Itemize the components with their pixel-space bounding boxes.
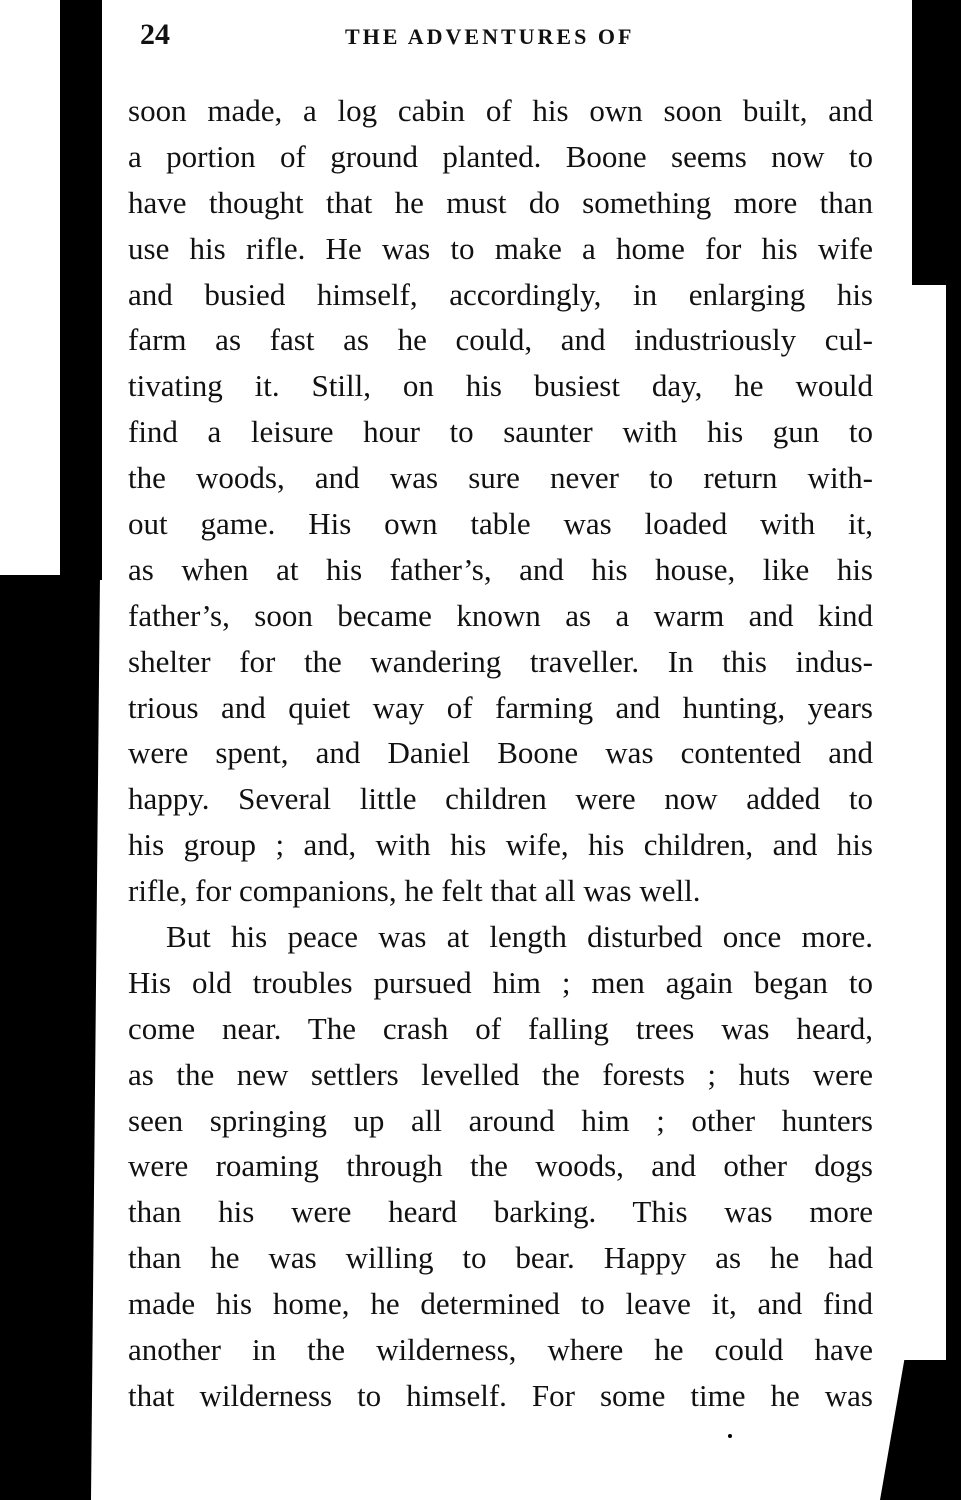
scan-margin-left-lower [0,575,62,1500]
text-line: come near. The crash of falling trees was heard, [128,1010,873,1046]
page-header [140,18,860,58]
text-line: use his rifle. He was to make a home for his wife [128,230,873,266]
scan-margin-left [60,0,102,580]
text-line: happy. Several little children were now added to [128,781,873,817]
text-line: a portion of ground planted. Boone seems now to [128,138,873,174]
text-line: tivating it. Still, on his busiest day, he would [128,368,873,404]
text-line: have thought that he must do something more than [128,184,873,220]
text-line: than he was willing to bear. Happy as he had [128,1240,873,1276]
text-line: that wilderness to himself. For some time he was [128,1377,873,1413]
text-line: farm as fast as he could, and industriously cul- [128,322,873,358]
text-line: the woods, and was sure never to return with- [128,460,873,496]
text-line: made his home, he determined to leave it, and find [128,1286,873,1322]
body-text [128,88,873,1419]
print-speck [728,1434,732,1438]
text-line: his group ; and, with his wife, his children, and his [128,827,873,863]
text-line: trious and quiet way of farming and hunting, years [128,689,873,725]
text-line: find a leisure hour to saunter with his gun to [128,414,873,450]
paragraph [128,914,873,1419]
text-line: rifle, for companions, he felt that all was well. [128,873,701,909]
text-line: as when at his father’s, and his house, like his [128,551,873,587]
text-line: His old troubles pursued him ; men again began to [128,964,873,1000]
text-line: But his peace was at length disturbed once more. [166,919,873,955]
running-head: THE ADVENTURES OF [345,24,635,49]
scan-margin-right [912,0,961,285]
text-line: father’s, soon became known as a warm and kind [128,597,873,633]
paragraph [128,88,873,914]
scan-margin-right-bottom [880,1360,961,1500]
text-line: shelter for the wandering traveller. In this indus- [128,643,873,679]
text-line: as the new settlers levelled the forests ; huts were [128,1056,873,1092]
text-line: seen springing up all around him ; other hunters [128,1102,873,1138]
text-line: than his were heard barking. This was more [128,1194,873,1230]
text-line: were spent, and Daniel Boone was contented and [128,735,873,771]
text-line: out game. His own table was loaded with it, [128,506,873,542]
text-line: were roaming through the woods, and other dogs [128,1148,873,1184]
page-number: 24 [140,18,170,51]
text-line: another in the wilderness, where he could have [128,1332,873,1368]
text-line: and busied himself, accordingly, in enlarging his [128,276,873,312]
text-line: soon made, a log cabin of his own soon built, and [128,93,873,128]
scan-margin-left-lower-edge [55,575,100,1500]
scan-margin-right-mid [946,280,961,1500]
